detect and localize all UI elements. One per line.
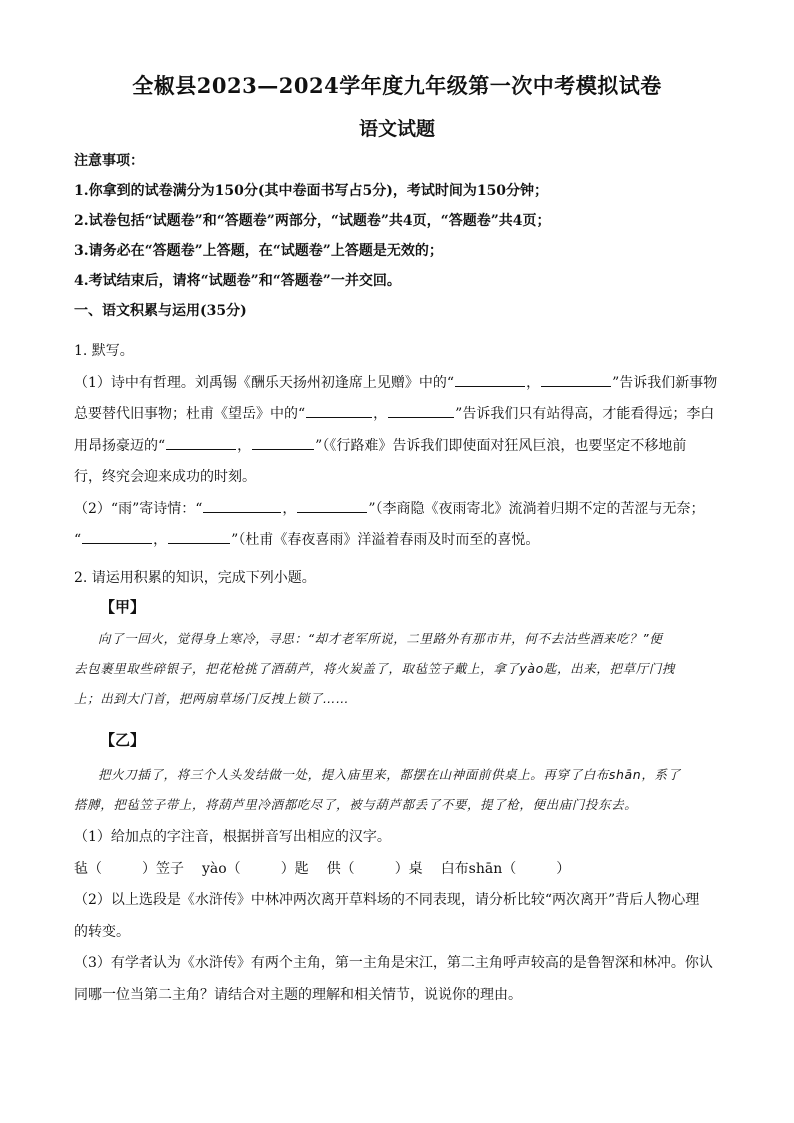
q1-p1-line1 xyxy=(74,368,724,400)
jia-line-2: 去包裹里取些碎银子，把花枪挑了酒葫芦，将火炭盖了，取毡笠子戴上，拿了yào匙，出来，把草厅门拽 xyxy=(74,661,675,676)
pinyin-item: yào（ xyxy=(202,860,241,877)
excerpt-yi-title: 【乙】 xyxy=(100,731,146,749)
q1-text: ”（杜甫《春夜喜雨》洋溢着春雨及时而至的喜悦。 xyxy=(231,532,540,548)
question-1 xyxy=(74,336,724,557)
q1-text: ， xyxy=(237,437,252,454)
answer-blank[interactable] xyxy=(541,370,611,387)
answer-blank[interactable] xyxy=(82,527,152,544)
notice-section xyxy=(74,146,724,326)
q2-label: 2. 请运用积累的知识，完成下列小题。 xyxy=(74,570,316,586)
q2-subquestions xyxy=(74,822,724,1011)
excerpt-jia xyxy=(100,592,720,622)
pinyin-item: 白布shān（ xyxy=(440,860,517,877)
notice-item-3: 3.请务必在“答题卷”上答题，在“试题卷”上答题是无效的； xyxy=(74,243,443,259)
q1-text: ， xyxy=(526,374,541,391)
q1-text: ， xyxy=(153,532,168,548)
pinyin-item: 供（ xyxy=(326,860,355,877)
q1-text: ， xyxy=(282,500,297,517)
q1-p1-line4: 行，终究会迎来成功的时刻。 xyxy=(74,469,256,485)
notice-item-1: 1.你拿到的试卷满分为150分(其中卷面书写占5分)，考试时间为150分钟； xyxy=(74,183,549,199)
q1-text: ”（《行路难》告诉我们即使面对狂风巨浪，也要坚定不移地前 xyxy=(315,437,687,454)
answer-blank[interactable] xyxy=(455,370,525,387)
q2-sub2-line1: （2）以上选段是《水浒传》中林冲两次离开草料场的不同表现，请分析比较“两次离开”背后人物心理 xyxy=(74,892,700,908)
exam-title: 全椒县2023—2024学年度九年级第一次中考模拟试卷 xyxy=(132,73,662,98)
answer-blank[interactable] xyxy=(166,433,236,450)
pinyin-item: 毡（ xyxy=(74,860,102,877)
excerpt-yi-text-2 xyxy=(74,790,724,820)
exam-subtitle: 语文试题 xyxy=(358,118,435,140)
q1-p1-line2 xyxy=(74,399,724,431)
q1-text: “ xyxy=(74,532,82,548)
pinyin-item: ）匙 xyxy=(280,860,309,877)
excerpt-yi-text xyxy=(74,760,724,790)
answer-blank[interactable] xyxy=(297,496,367,513)
q1-p1-line3 xyxy=(74,431,724,463)
notice-heading: 注意事项： xyxy=(74,153,144,169)
question-2 xyxy=(74,563,724,595)
jia-line-1: 向了一回火，觉得身上寒冷，寻思：“却才老军所说，二里路外有那市井，何不去沽些酒来吃？”便 xyxy=(98,631,663,646)
answer-blank[interactable] xyxy=(306,401,372,418)
excerpt-yi xyxy=(100,725,720,755)
section1-heading: 一、语文积累与运用(35分) xyxy=(74,303,247,319)
pinyin-item: ）笠子 xyxy=(142,860,184,877)
q2-sub1-items xyxy=(74,854,724,886)
q2-sub1: （1）给加点的字注音，根据拼音写出相应的汉字。 xyxy=(74,829,391,845)
answer-blank[interactable] xyxy=(168,527,230,544)
excerpt-jia-title: 【甲】 xyxy=(100,598,146,616)
jia-line-3: 上；出到大门首，把两扇草场门反拽上锁了…… xyxy=(74,691,350,706)
yi-line-2: 搭膊，把毡笠子带上，将葫芦里冷酒都吃尽了，被与葫芦都丢了不要，提了枪，便出庙门投东去。 xyxy=(74,797,638,812)
answer-blank[interactable] xyxy=(252,433,314,450)
q1-p2-line1 xyxy=(74,494,724,526)
q1-text: 用昂扬豪迈的“ xyxy=(74,437,166,454)
q1-label: 1. 默写。 xyxy=(74,343,134,359)
notice-item-4: 4.考试结束后，请将“试题卷”和“答题卷”一并交回。 xyxy=(74,273,401,289)
q1-p2-line2 xyxy=(74,525,724,557)
q1-text: （2）“雨”寄诗情：“ xyxy=(74,500,203,517)
answer-blank[interactable] xyxy=(388,401,454,418)
q1-text: ”告诉我们新事物 xyxy=(612,374,718,391)
notice-item-2: 2.试卷包括“试题卷”和“答题卷”两部分，“试题卷”共4页，“答题卷”共4页； xyxy=(74,213,551,229)
pinyin-item: ） xyxy=(556,860,571,877)
q1-text: ”告诉我们只有站得高，才能看得远；李白 xyxy=(455,406,715,422)
q1-text: ”（李商隐《夜雨寄北》流淌着归期不定的苦涩与无奈； xyxy=(368,500,705,517)
pinyin-item: ）桌 xyxy=(394,860,423,877)
q1-text: （1）诗中有哲理。刘禹锡《酬乐天扬州初逢席上见赠》中的“ xyxy=(74,374,455,391)
answer-blank[interactable] xyxy=(203,496,281,513)
q2-sub3-line2: 同哪一位当第二主角？请结合对主题的理解和相关情节，说说你的理由。 xyxy=(74,986,522,1003)
q2-sub2-line2: 的转变。 xyxy=(74,923,130,940)
q1-text: ， xyxy=(373,406,388,422)
excerpt-jia-text xyxy=(74,624,724,654)
excerpt-jia-text-2 xyxy=(74,654,724,714)
q1-text: 总要替代旧事物；杜甫《望岳》中的“ xyxy=(74,406,306,422)
q2-sub3-line1: （3）有学者认为《水浒传》有两个主角，第一主角是宋江，第二主角呼声较高的是鲁智深和林冲。你认 xyxy=(74,955,713,971)
yi-line-1: 把火刀插了，将三个人头发结做一处，提入庙里来，都摆在山神面前供桌上。再穿了白布shān，系了 xyxy=(98,767,681,782)
